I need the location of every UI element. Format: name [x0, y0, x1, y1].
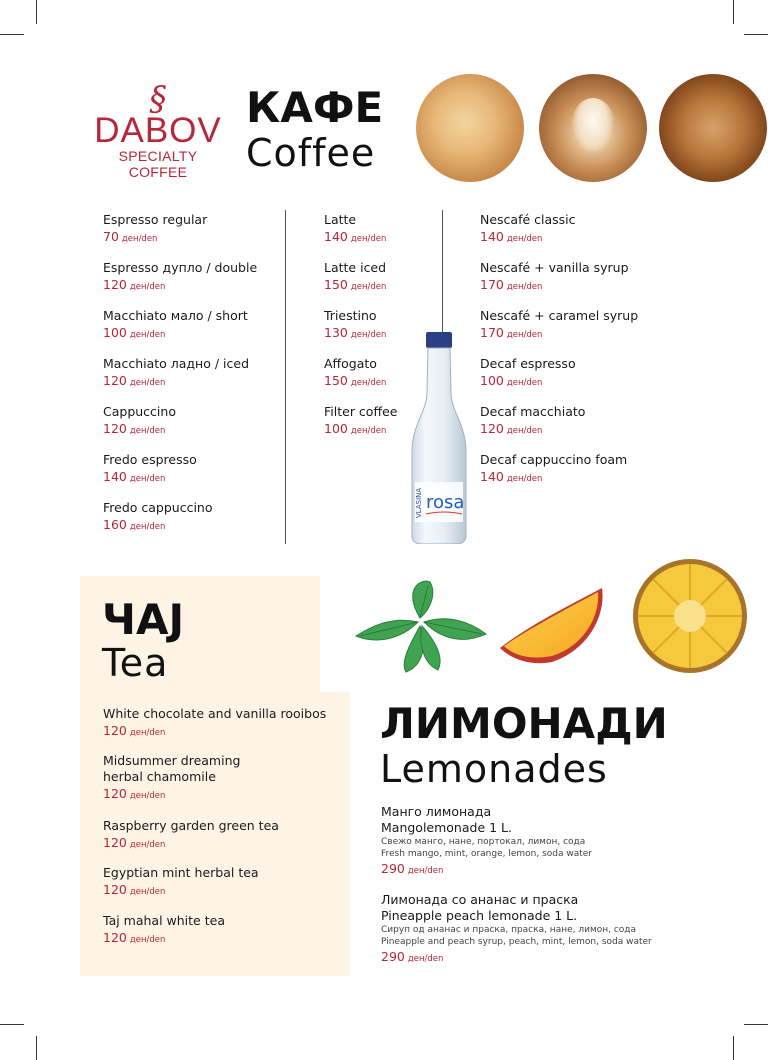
price-unit: ден/den: [129, 282, 166, 292]
menu-item: [103, 500, 213, 536]
item-name: Espresso regular: [103, 212, 208, 227]
menu-item: [381, 892, 652, 968]
price-unit: ден/den: [407, 954, 444, 964]
item-name: Fredo cappuccino: [103, 500, 213, 515]
lemonades-title-mk: ЛИМОНАДИ: [380, 699, 668, 748]
column-divider: [285, 210, 286, 544]
item-price: 120: [103, 421, 127, 436]
price-unit: ден/den: [407, 866, 444, 876]
crop-mark: [36, 1036, 37, 1060]
menu-item: [381, 804, 592, 880]
menu-item: [324, 212, 386, 248]
brand-tagline: SPECIALTY COFFEE: [118, 148, 198, 180]
item-price: 120: [103, 882, 127, 897]
item-name: Macchiato ладно / iced: [103, 356, 250, 371]
menu-item: [103, 865, 259, 901]
water-bottle-image: [404, 332, 474, 544]
price-unit: ден/den: [350, 282, 387, 292]
menu-item: [480, 212, 576, 248]
menu-item: [480, 404, 585, 440]
price-unit: ден/den: [129, 887, 166, 897]
item-price: 140: [103, 469, 127, 484]
menu-item: [324, 308, 386, 344]
item-name: Triestino: [324, 308, 377, 323]
column-divider: [442, 210, 443, 334]
item-price: 100: [103, 325, 127, 340]
price-unit: ден/den: [350, 426, 387, 436]
price-unit: ден/den: [129, 474, 166, 484]
item-name: White chocolate and vanilla rooibos: [103, 706, 327, 721]
coffee-title-en: Coffee: [246, 131, 376, 175]
price-unit: ден/den: [121, 234, 158, 244]
crop-mark: [0, 34, 24, 35]
item-name: Nescafé classic: [480, 212, 576, 227]
item-name: Macchiato мало / short: [103, 308, 248, 323]
crop-mark: [36, 0, 37, 24]
menu-item: [103, 308, 248, 344]
item-name: Latte: [324, 212, 357, 227]
item-price: 100: [324, 421, 348, 436]
item-description-mk: Сируп од ананас и праска, праска, нане, лимон, сода: [381, 925, 637, 935]
menu-item: [103, 913, 225, 949]
item-name: Espresso дупло / double: [103, 260, 258, 275]
price-unit: ден/den: [129, 378, 166, 388]
price-unit: ден/den: [129, 728, 166, 738]
bottle-side-text: VLASINA: [415, 487, 423, 518]
price-unit: ден/den: [506, 282, 543, 292]
coffee-title-mk: КАФЕ: [246, 83, 384, 132]
menu-item: [103, 753, 240, 805]
menu-item: [103, 706, 326, 742]
menu-item: [103, 452, 197, 488]
item-name: Latte iced: [324, 260, 387, 275]
item-price: 170: [480, 325, 504, 340]
menu-item: [103, 404, 176, 440]
item-price: 140: [480, 469, 504, 484]
menu-item: [480, 356, 576, 392]
item-description-mk: Свежо манго, нане, портокал, лимон, сода: [381, 837, 586, 847]
menu-item: [103, 356, 249, 392]
bottle-brand: rosa: [426, 492, 465, 513]
brand-name: DABOV: [94, 111, 222, 150]
item-price: 290: [381, 861, 405, 876]
item-price: 120: [480, 421, 504, 436]
item-name-en: Pineapple peach lemonade 1 L.: [381, 908, 578, 923]
price-unit: ден/den: [350, 378, 387, 388]
item-name-en: Mangolemonade 1 L.: [381, 820, 512, 835]
price-unit: ден/den: [129, 935, 166, 945]
item-price: 150: [324, 373, 348, 388]
price-unit: ден/den: [350, 234, 387, 244]
item-name: Midsummer dreaming: [103, 753, 241, 768]
item-price: 120: [103, 930, 127, 945]
item-name: Egyptian mint herbal tea: [103, 865, 259, 880]
item-name: Decaf espresso: [480, 356, 576, 371]
price-unit: ден/den: [506, 378, 543, 388]
item-price: 130: [324, 325, 348, 340]
item-name: Affogato: [324, 356, 377, 371]
item-price: 120: [103, 786, 127, 801]
item-price: 170: [480, 277, 504, 292]
brand-logo: [88, 79, 228, 180]
item-price: 70: [103, 229, 119, 244]
espresso-cup-image: [659, 74, 767, 182]
item-price: 290: [381, 949, 405, 964]
logo-swirl-icon: §: [149, 79, 167, 119]
crop-mark: [744, 34, 768, 35]
item-description-en: Pineapple and peach syrup, peach, mint, lemon, soda water: [381, 937, 652, 947]
pineapple-slice-image: [632, 558, 748, 674]
latte-art-image: [539, 74, 647, 182]
crop-mark: [744, 1024, 768, 1025]
menu-item: [480, 308, 638, 344]
menu-item: [480, 260, 629, 296]
lemonades-title-en: Lemonades: [380, 747, 608, 791]
item-name: Fredo espresso: [103, 452, 197, 467]
price-unit: ден/den: [129, 791, 166, 801]
item-name: Filter coffee: [324, 404, 398, 419]
item-name: Nescafé + vanilla syrup: [480, 260, 629, 275]
item-name: Nescafé + caramel syrup: [480, 308, 639, 323]
item-name-mk: Манго лимонада: [381, 804, 492, 819]
item-name: Decaf cappuccino foam: [480, 452, 628, 467]
price-unit: ден/den: [506, 330, 543, 340]
item-name: Cappuccino: [103, 404, 176, 419]
menu-item: [103, 260, 257, 296]
item-price: 120: [103, 835, 127, 850]
price-unit: ден/den: [350, 330, 387, 340]
mint-leaves-image: [352, 578, 488, 674]
price-unit: ден/den: [506, 426, 543, 436]
menu-item: [103, 818, 279, 854]
mango-slice-image: [498, 586, 608, 666]
price-unit: ден/den: [129, 426, 166, 436]
menu-item: [480, 452, 627, 488]
menu-item: [324, 356, 386, 392]
menu-item: [324, 260, 386, 296]
price-unit: ден/den: [129, 522, 166, 532]
item-name-line2: herbal chamomile: [103, 769, 216, 784]
item-name: Taj mahal white tea: [103, 913, 225, 928]
item-price: 160: [103, 517, 127, 532]
item-name: Raspberry garden green tea: [103, 818, 279, 833]
item-price: 140: [324, 229, 348, 244]
crop-mark: [733, 1036, 734, 1060]
menu-item: [324, 404, 397, 440]
crop-mark: [0, 1024, 24, 1025]
item-description-en: Fresh mango, mint, orange, lemon, soda water: [381, 849, 593, 859]
item-price: 120: [103, 277, 127, 292]
item-price: 120: [103, 373, 127, 388]
price-unit: ден/den: [506, 234, 543, 244]
item-name: Decaf macchiato: [480, 404, 586, 419]
item-price: 120: [103, 723, 127, 738]
item-name-mk: Лимонада со ананас и праска: [381, 892, 579, 907]
item-price: 100: [480, 373, 504, 388]
coffee-cup-image: [416, 74, 524, 182]
price-unit: ден/den: [129, 840, 166, 850]
item-price: 140: [480, 229, 504, 244]
price-unit: ден/den: [506, 474, 543, 484]
price-unit: ден/den: [129, 330, 166, 340]
tea-title-en: Tea: [102, 641, 169, 685]
menu-item: [103, 212, 207, 248]
tea-title-mk: ЧАЈ: [102, 595, 185, 644]
item-price: 150: [324, 277, 348, 292]
crop-mark: [733, 0, 734, 24]
